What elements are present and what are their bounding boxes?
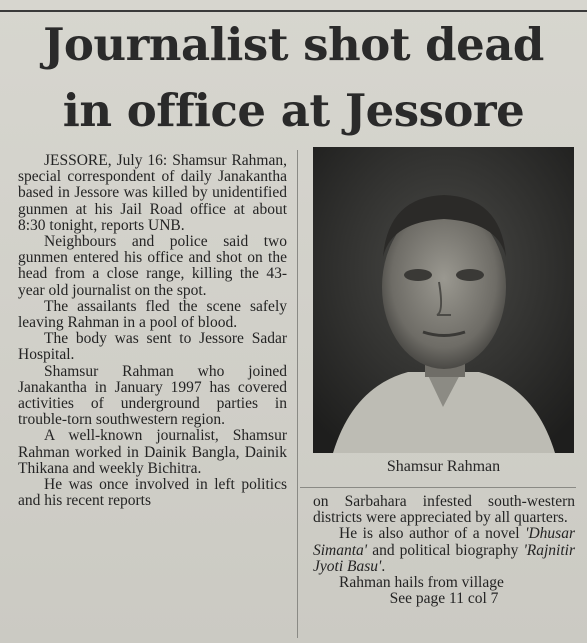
paragraph-7: He was once involved in left politics and his recent reports — [18, 476, 287, 510]
jump-line: See page 11 col 7 — [389, 590, 499, 608]
top-rule — [0, 0, 587, 12]
article-body-left-column — [18, 153, 287, 509]
novel-title: 'Dhusar Simanta' — [313, 525, 575, 559]
portrait-image — [313, 147, 574, 453]
paragraph-6: A well-known journalist, Shamsur Rahman worked in Dainik Bangla, Dainik Thikana and weekly Bichitra. — [18, 427, 287, 477]
paragraph-1: JESSORE, July 16: Shamsur Rahman, special correspondent of daily Janakantha based in Jessore was killed by unidentified gunmen at his Jail Road office at about 8:30 tonight, reports UNB. — [18, 152, 287, 234]
paragraph-2: Neighbours and police said two gunmen entered his office and shot on the head from a close range, killing the 43-year old journalist on the spot. — [18, 233, 287, 299]
para2-prefix: He is also author of a novel — [339, 525, 526, 543]
paragraph-4: The body was sent to Jessore Sadar Hospital. — [18, 330, 287, 364]
continued-paragraph-2 — [313, 526, 575, 575]
article-body-right-column — [313, 494, 575, 607]
photo-caption: Shamsur Rahman — [386, 458, 501, 475]
continued-paragraph-1: on Sarbahara infested south-western districts were appreciated by all quarters. — [313, 493, 575, 527]
caption-rule — [300, 487, 576, 488]
headline-line-2: in office at Jessore — [62, 84, 525, 137]
paragraph-3: The assailants fled the scene safely leaving Rahman in a pool of blood. — [18, 297, 287, 332]
portrait-photo — [313, 147, 574, 453]
biography-title: 'Rajnitir Jyoti Basu' — [313, 541, 575, 575]
para2-suffix: . — [381, 557, 386, 575]
continued-paragraph-3: Rahman hails from village — [339, 574, 504, 592]
paragraph-5: Shamsur Rahman who joined Janakantha in January 1997 has covered activities of underground parties in trouble-torn southwestern region. — [18, 362, 287, 429]
para2-middle: and political biography — [367, 541, 524, 559]
headline-line-1: Journalist shot dead — [43, 18, 544, 71]
column-divider — [297, 150, 298, 638]
